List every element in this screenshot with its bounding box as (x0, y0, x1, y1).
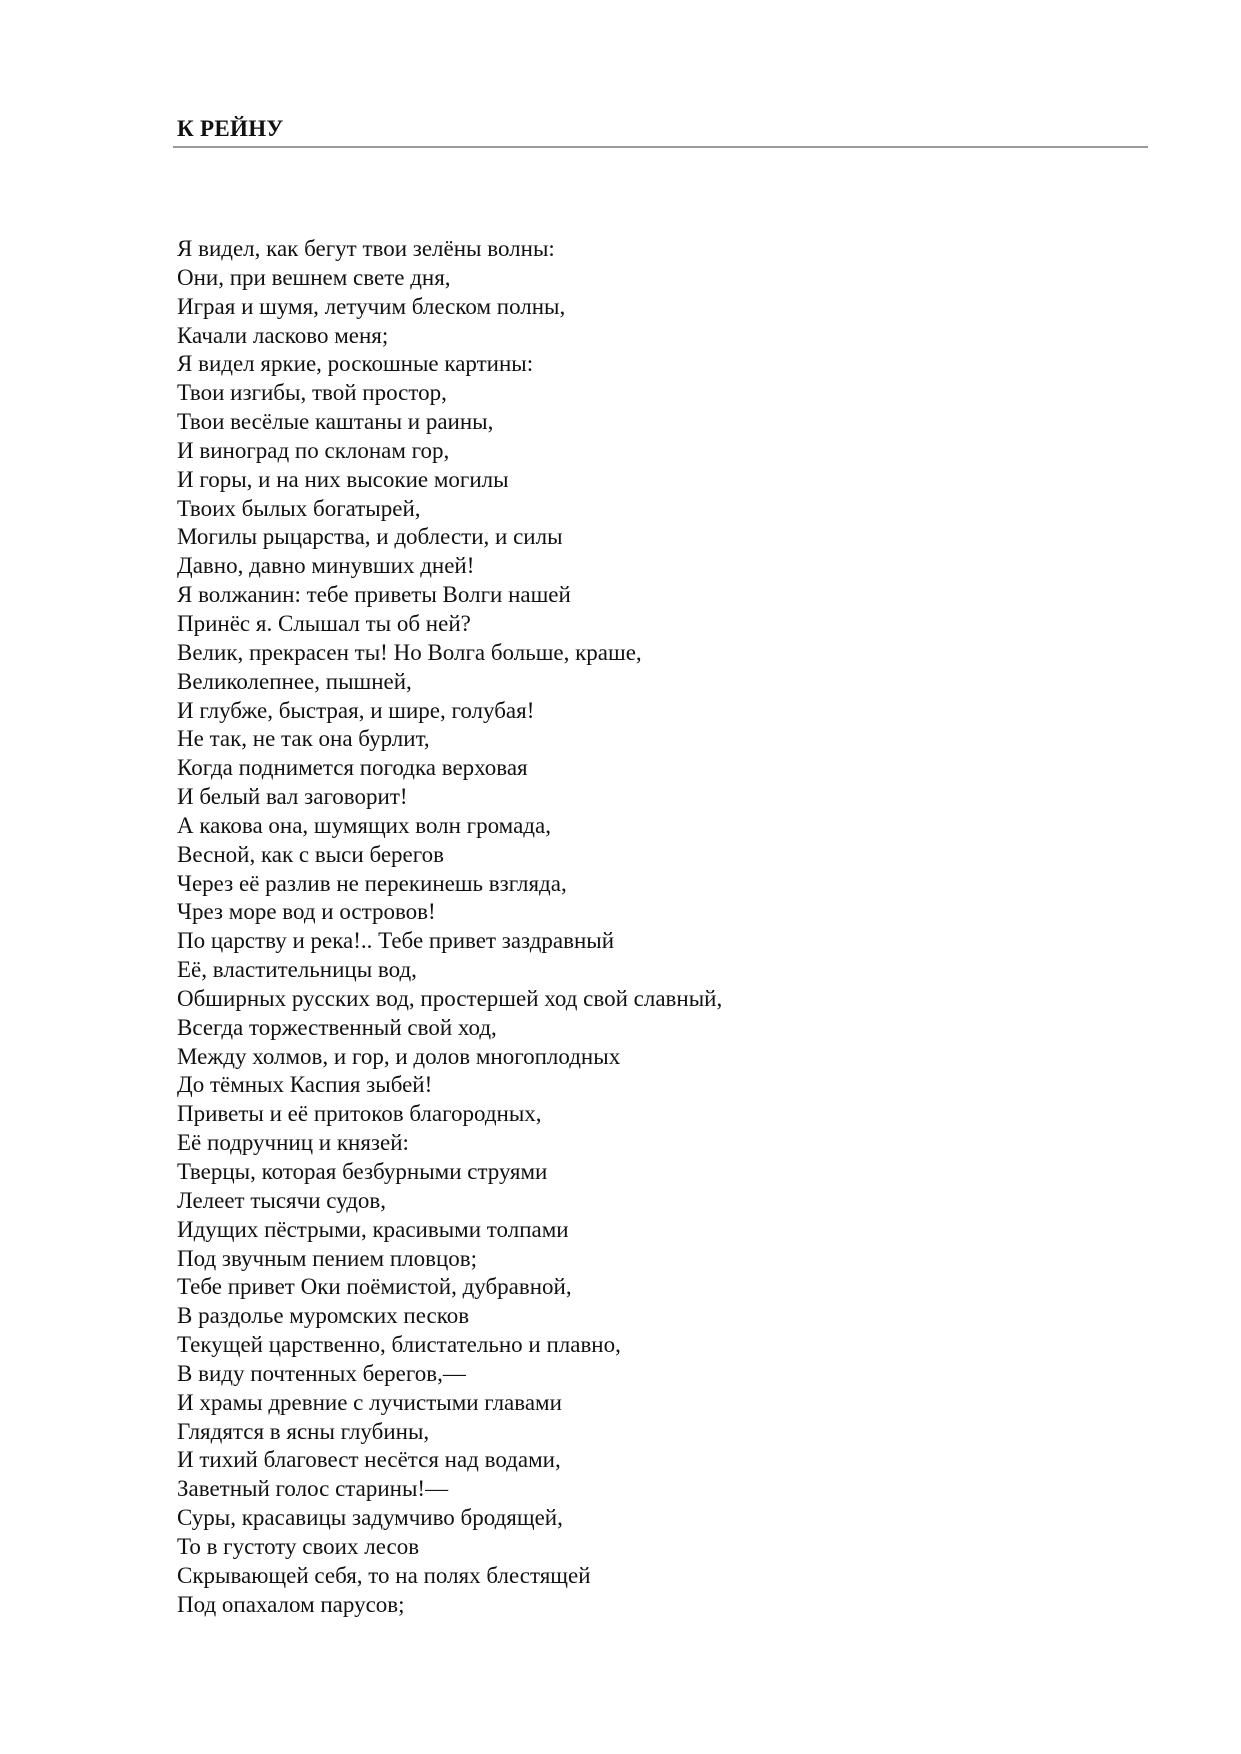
poem-line: И белый вал заговорит! (177, 784, 408, 810)
poem-line: Под опахалом парусов; (177, 1591, 405, 1617)
poem-line: Я волжанин: тебе приветы Волги нашей (177, 582, 571, 608)
poem-line: До тёмных Каспия зыбей! (177, 1072, 433, 1098)
poem-line: В раздолье муромских песков (177, 1303, 470, 1329)
poem-line: И храмы древние с лучистыми главами (177, 1389, 562, 1415)
poem-line: Твои изгибы, твой простор, (177, 380, 447, 406)
poem-line: Твоих былых богатырей, (177, 495, 421, 521)
title-underline (173, 146, 1148, 148)
poem-line: Под звучным пением пловцов; (177, 1245, 478, 1271)
poem-line: Тебе привет Оки поёмистой, дубравной, (177, 1274, 572, 1300)
poem-line: Играя и шумя, летучим блеском полны, (177, 293, 566, 319)
poem-line: И виноград по склонам гор, (177, 437, 450, 463)
poem-line: Весной, как с выси берегов (177, 841, 444, 867)
poem-line: И глубже, быстрая, и шире, голубая! (177, 697, 535, 723)
poem-line: Тверцы, которая безбурными струями (177, 1159, 548, 1184)
poem-line: Всегда торжественный свой ход, (177, 1014, 497, 1040)
poem-line: Её подручниц и князей: (177, 1130, 409, 1156)
poem-line: Глядятся в ясны глубины, (177, 1418, 430, 1444)
poem-line: Принёс я. Слышал ты об ней? (177, 610, 471, 636)
poem-line: Чрез море вод и островов! (177, 899, 436, 925)
poem-line: Лелеет тысячи судов, (177, 1187, 387, 1213)
poem-line: И тихий благовест несётся над водами, (177, 1447, 561, 1473)
poem-line: Я видел яркие, роскошные картины: (177, 351, 534, 377)
poem-line: И горы, и на них высокие могилы (177, 466, 509, 492)
poem-line: Когда поднимется погодка верховая (177, 755, 528, 781)
poem-line: Твои весёлые каштаны и раины, (177, 409, 494, 435)
poem-line: Суры, красавицы задумчиво бродящей, (177, 1505, 563, 1531)
poem-line: Её, властительницы вод, (177, 957, 417, 983)
poem-body (177, 235, 722, 1620)
poem-line: Текущей царственно, блистательно и плавно, (177, 1332, 621, 1358)
poem-line: Через её разлив не перекинешь взгляда, (177, 870, 567, 896)
poem-line: Великолепнее, пышней, (177, 668, 412, 694)
poem-line: По царству и река!.. Тебе привет заздравный (177, 928, 615, 954)
poem-line: Между холмов, и гор, и долов многоплодных (177, 1043, 621, 1069)
poem-line: Идущих пёстрыми, красивыми толпами (177, 1216, 569, 1242)
poem-line: Я видел, как бегут твои зелёны волны: (177, 236, 555, 261)
poem-line: В виду почтенных берегов,— (177, 1360, 466, 1386)
poem-line: Давно, давно минувших дней! (177, 553, 475, 579)
poem-line: А какова она, шумящих волн громада, (177, 812, 551, 838)
poem-line: Могилы рыцарства, и доблести, и силы (177, 524, 563, 550)
poem-line: Велик, прекрасен ты! Но Волга больше, краше, (177, 639, 642, 665)
poem-line: Заветный голос старины!— (177, 1476, 449, 1502)
poem-title: К РЕЙНУ (177, 116, 284, 141)
poem-line: Скрывающей себя, то на полях блестящей (177, 1562, 591, 1588)
poem-line: Они, при вешнем свете дня, (177, 264, 451, 290)
poem-line: То в густоту своих лесов (177, 1533, 420, 1559)
poem-line: Приветы и её притоков благородных, (177, 1101, 542, 1127)
poem-line: Обширных русских вод, простершей ход свой славный, (177, 985, 723, 1011)
poem-line: Качали ласково меня; (177, 322, 389, 348)
poem-line: Не так, не так она бурлит, (177, 726, 430, 752)
